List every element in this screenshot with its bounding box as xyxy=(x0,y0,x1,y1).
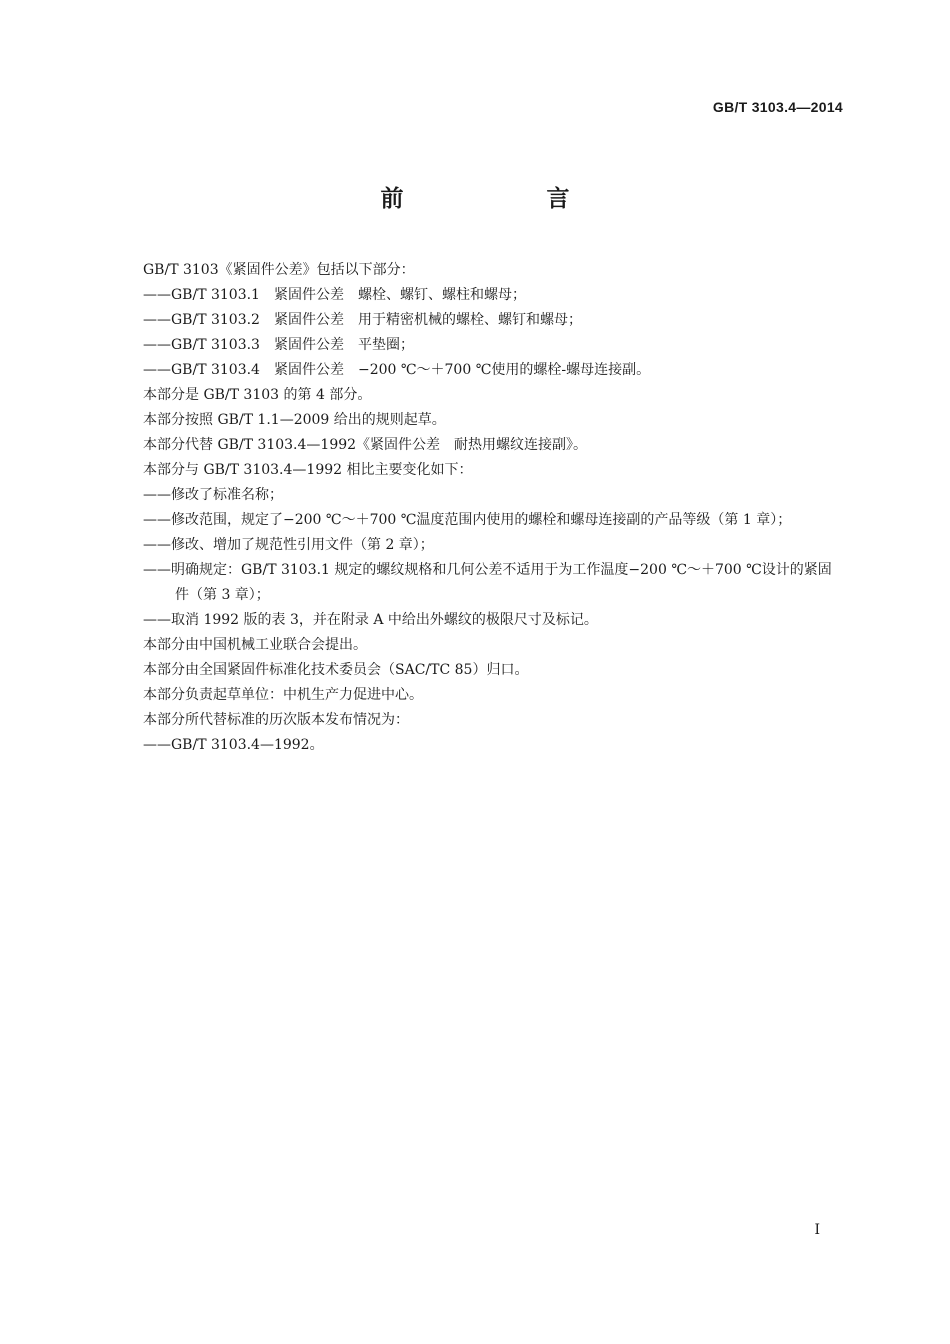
paragraph-drafting-rules: 本部分按照 GB/T 1.1—2009 给出的规则起草。 xyxy=(143,412,446,428)
list-item-change-2: ——修改范围，规定了−200 ℃～＋700 ℃温度范围内使用的螺栓和螺母连接副的产品等级（第 1 章）； xyxy=(143,512,792,528)
list-item-part-4: ——GB/T 3103.4 紧固件公差 −200 ℃～＋700 ℃使用的螺栓-螺母连接副。 xyxy=(143,362,651,378)
list-item-change-3: ——修改、增加了规范性引用文件（第 2 章）； xyxy=(143,537,434,553)
paragraph-part-number: 本部分是 GB/T 3103 的第 4 部分。 xyxy=(143,387,372,403)
list-item-part-3: ——GB/T 3103.3 紧固件公差 平垫圈； xyxy=(143,337,414,353)
paragraph-proposed-by: 本部分由中国机械工业联合会提出。 xyxy=(143,637,367,653)
list-item-part-1: ——GB/T 3103.1 紧固件公差 螺栓、螺钉、螺柱和螺母； xyxy=(143,287,526,303)
paragraph-replaces: 本部分代替 GB/T 3103.4—1992《紧固件公差 耐热用螺纹连接副》。 xyxy=(143,437,588,453)
paragraph-intro: GB/T 3103《紧固件公差》包括以下部分： xyxy=(143,262,415,278)
foreword-body xyxy=(143,258,843,758)
list-item-change-4: ——明确规定：GB/T 3103.1 规定的螺纹规格和几何公差不适用于为工作温度−200 ℃～＋700 ℃设计的紧固件（第 3 章）； xyxy=(143,562,832,603)
page-title: 前 言 xyxy=(380,186,630,212)
paragraph-drafting-unit: 本部分负责起草单位：中机生产力促进中心。 xyxy=(143,687,423,703)
page-number: I xyxy=(814,1222,820,1238)
paragraph-centralized-by: 本部分由全国紧固件标准化技术委员会（SAC/TC 85）归口。 xyxy=(143,662,529,678)
list-item-change-5: ——取消 1992 版的表 3，并在附录 A 中给出外螺纹的极限尺寸及标记。 xyxy=(143,612,598,628)
standard-code: GB/T 3103.4—2014 xyxy=(712,99,843,115)
list-item-change-1: ——修改了标准名称； xyxy=(143,487,283,503)
paragraph-history-intro: 本部分所代替标准的历次版本发布情况为： xyxy=(143,712,409,728)
paragraph-changes-intro: 本部分与 GB/T 3103.4—1992 相比主要变化如下： xyxy=(143,462,473,478)
list-item-part-2: ——GB/T 3103.2 紧固件公差 用于精密机械的螺栓、螺钉和螺母； xyxy=(143,312,582,328)
list-item-history-1: ——GB/T 3103.4—1992。 xyxy=(143,737,324,753)
